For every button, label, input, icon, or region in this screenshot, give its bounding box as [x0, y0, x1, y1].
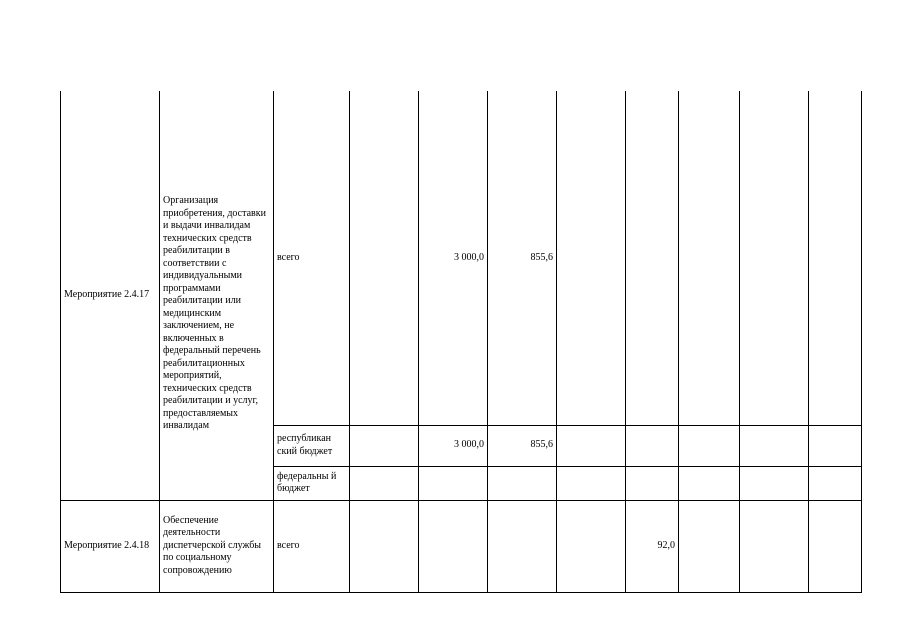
value-cell: [488, 500, 557, 592]
value-cell: [419, 500, 488, 592]
value-cell: [679, 500, 740, 592]
value-cell: [557, 500, 626, 592]
value-cell: [740, 466, 809, 500]
value-cell: [679, 91, 740, 425]
value-cell: [740, 425, 809, 466]
value-cell: 855,6: [488, 425, 557, 466]
value-cell: [350, 500, 419, 592]
source-cell: республикан ский бюджет: [274, 425, 350, 466]
value-cell: [557, 425, 626, 466]
value-cell: [809, 466, 862, 500]
value-cell: [557, 91, 626, 425]
value-cell: [809, 91, 862, 425]
event-cell: Мероприятие 2.4.18: [61, 500, 160, 592]
value-cell: [626, 425, 679, 466]
value-cell: [350, 466, 419, 500]
value-cell: [740, 91, 809, 425]
value-cell: 3 000,0: [419, 91, 488, 425]
value-cell: [809, 500, 862, 592]
table-row: [61, 500, 862, 592]
description-cell: [160, 91, 274, 500]
source-cell: федеральны й бюджет: [274, 466, 350, 500]
value-cell: [679, 466, 740, 500]
value-cell: [626, 466, 679, 500]
value-cell: [488, 466, 557, 500]
value-cell: [350, 425, 419, 466]
value-cell: [809, 425, 862, 466]
description-text: Организация приобретения, доставки и выдачи инвалидам технических средств реабилитации в соответствии с индивидуальными программами реабилитации или медицинским заключением, не включенных в федеральный перечень реабилитационных мероприятий, технических средств реабилитации и услуг, предоставляемых инвалидам: [163, 195, 266, 431]
value-cell: [419, 466, 488, 500]
source-cell: всего: [274, 91, 350, 425]
value-cell: 3 000,0: [419, 425, 488, 466]
value-cell: [679, 425, 740, 466]
value-cell: [350, 91, 419, 425]
value-cell: [557, 466, 626, 500]
description-cell: Обеспечение деятельности диспетчерской службы по социальному сопровождению: [160, 500, 274, 592]
budget-table: [60, 91, 862, 593]
value-cell: [626, 91, 679, 425]
value-cell: 855,6: [488, 91, 557, 425]
event-cell: Мероприятие 2.4.17: [61, 91, 160, 500]
source-cell: всего: [274, 500, 350, 592]
value-cell: 92,0: [626, 500, 679, 592]
value-cell: [740, 500, 809, 592]
table-row: [61, 91, 862, 425]
